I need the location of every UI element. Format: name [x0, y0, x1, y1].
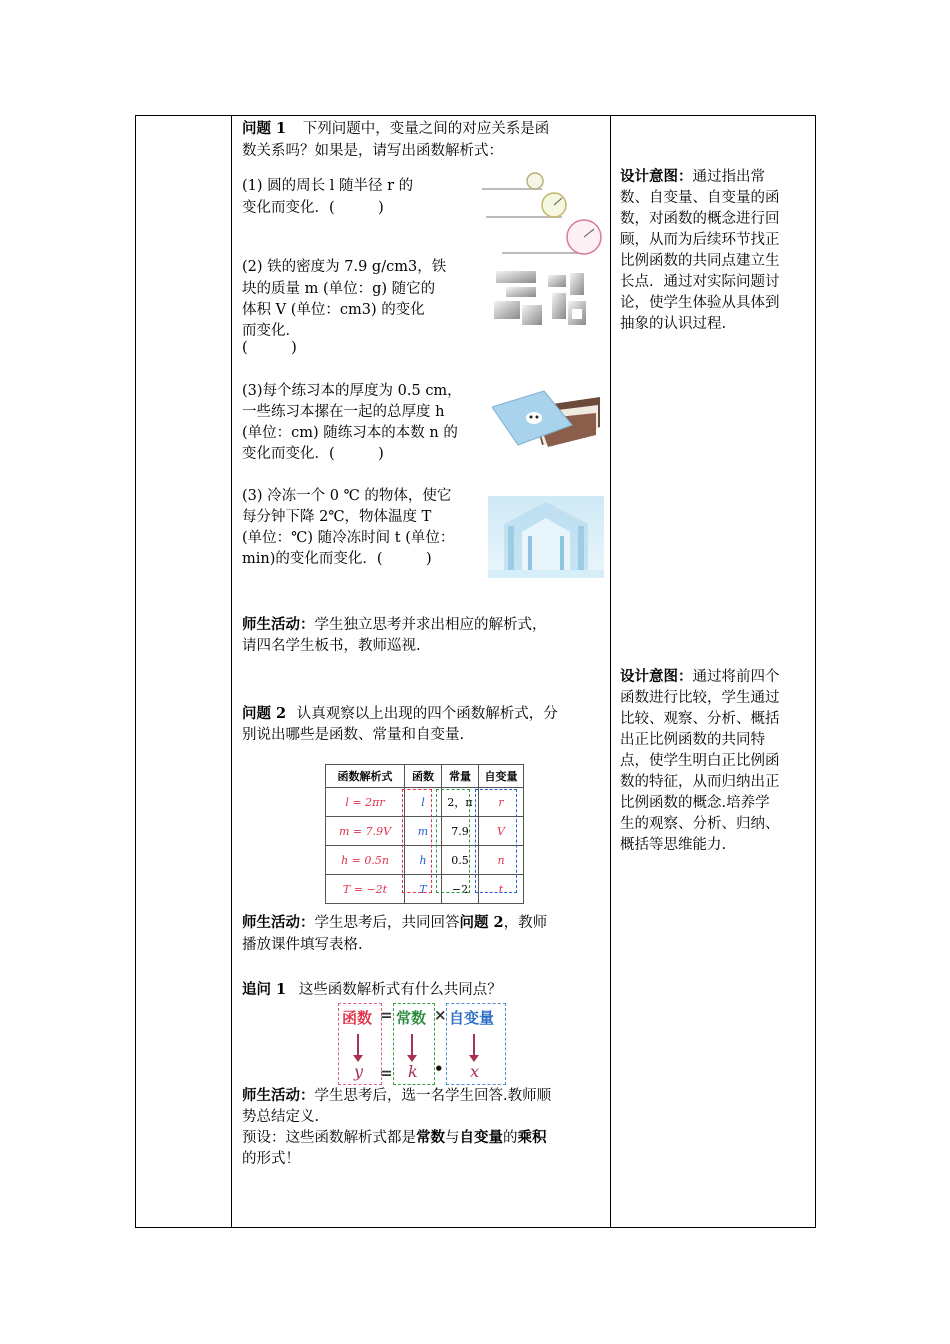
cell-constant: 0.5	[442, 846, 479, 875]
q2-text-1: 认真观察以上出现的四个函数解析式，分	[296, 706, 558, 722]
q2-text-2: 别说出哪些是函数、常量和自变量.	[242, 727, 465, 743]
arrow-down-icon	[411, 1034, 413, 1060]
intent-2-text-1: 函数进行比较，学生通过	[620, 690, 780, 706]
problem-2-line-1: (2) 铁的密度为 7.9 g/cm3，铁	[242, 259, 447, 275]
header-constant: 常量	[442, 765, 479, 788]
preset-line	[242, 1127, 547, 1149]
arrow-down-icon	[473, 1034, 475, 1060]
function-table-header	[326, 765, 524, 788]
cell-function: l	[405, 788, 442, 817]
intent-2-text-4: 点，使学生明白正比例函	[620, 753, 780, 769]
activity-3-text-1: 学生思考后，选一名学生回答.教师顺	[314, 1088, 552, 1104]
cell-expression: h = 0.5n	[326, 846, 405, 875]
activity-2-text-c: ，教师	[503, 915, 548, 931]
q1-text-2: 数关系吗？如果是，请写出函数解析式：	[242, 143, 503, 159]
q2-title: 问题 2	[242, 705, 287, 722]
intent-1-text-2: 数，对函数的概念进行回	[620, 211, 780, 227]
problem-3-line-2: 一些练习本摞在一起的总厚度 h	[242, 404, 445, 420]
activity-2-text-2: 播放课件填写表格.	[242, 937, 363, 953]
follow-up-text: 这些函数解析式有什么共同点？	[298, 982, 502, 998]
var-y: y	[354, 1062, 364, 1081]
problem-4-line-1: (3) 冷冻一个 0 ℃ 的物体，使它	[242, 488, 452, 504]
cell-variable: t	[479, 875, 524, 904]
intent-2-text-7: 生的观察、分析、归纳、	[620, 816, 780, 832]
equals-sign: =	[380, 1006, 393, 1024]
preset-of: 的	[503, 1130, 518, 1146]
q1-text-1: 下列问题中，变量之间的对应关系是函	[302, 121, 550, 137]
cell-function: T	[405, 875, 442, 904]
activity-1-text-2: 请四名学生板书，教师巡视.	[242, 638, 421, 654]
column-divider-2	[610, 115, 611, 1227]
times-sign: ×	[434, 1006, 447, 1024]
activity-3-text-2: 势总结定义.	[242, 1109, 320, 1125]
intent-2-text-3: 出正比例函数的共同特	[620, 732, 765, 748]
intent-1-line-1	[620, 166, 765, 188]
iron-blocks-image	[492, 265, 592, 327]
activity-1-line-1	[242, 614, 547, 636]
var-k: k	[408, 1062, 418, 1081]
preset-product: 乘积	[517, 1129, 547, 1146]
cell-variable: r	[479, 788, 524, 817]
problem-2-line-4: 而变化．	[242, 323, 300, 339]
cell-variable: V	[479, 817, 524, 846]
intent-1-label: 设计意图：	[620, 168, 693, 185]
cell-expression: m = 7.9V	[326, 817, 405, 846]
intent-2-line-1	[620, 666, 780, 688]
intent-1-text-0: 通过指出常	[692, 169, 765, 185]
ice-hall-image	[488, 496, 604, 578]
problem-4-line-3: (单位：℃) 随冷冻时间 t (单位：	[242, 530, 455, 546]
intent-1-text-5: 长点．通过对实际问题讨	[620, 274, 780, 290]
activity-3-line-1	[242, 1085, 551, 1107]
cell-expression: l = 2πr	[326, 788, 405, 817]
problem-1-line-1: (1) 圆的周长 l 随半径 r 的	[242, 178, 414, 194]
intent-2-label: 设计意图：	[620, 668, 693, 685]
variable-word: 自变量	[449, 1009, 495, 1027]
cell-function: m	[405, 817, 442, 846]
arrow-down-icon	[357, 1034, 359, 1060]
q2-heading	[242, 703, 558, 725]
activity-2-text-a: 学生思考后，共同回答	[314, 915, 460, 931]
header-expression: 函数解析式	[326, 765, 405, 788]
cell-function: h	[405, 846, 442, 875]
constant-word: 常数	[396, 1009, 427, 1027]
header-variable: 自变量	[479, 765, 524, 788]
cell-constant: 2，π	[442, 788, 479, 817]
preset-and: 与	[445, 1130, 460, 1146]
preset-variable: 自变量	[459, 1129, 503, 1146]
function-word: 函数	[342, 1009, 373, 1027]
preset-constant: 常数	[416, 1129, 445, 1146]
intent-1-text-7: 抽象的认识过程.	[620, 316, 727, 332]
activity-2-text-b: 问题 2	[459, 914, 504, 931]
intent-1-text-3: 顾，从而为后续环节找正	[620, 232, 780, 248]
intent-2-text-5: 数的特征，从而归纳出正	[620, 774, 780, 790]
rolling-circles-image	[482, 165, 608, 257]
intent-2-text-8: 概括等思维能力.	[620, 837, 727, 853]
activity-2-line-1	[242, 912, 547, 934]
problem-3-line-3: (单位：cm) 随练习本的本数 n 的	[242, 425, 458, 441]
q1-heading	[242, 118, 549, 140]
header-function: 函数	[405, 765, 442, 788]
problem-2-line-2: 块的质量 m (单位：g) 随它的	[242, 281, 436, 297]
intent-1-text-1: 数、自变量、自变量的函	[620, 190, 780, 206]
intent-1-text-4: 比例函数的共同点建立生	[620, 253, 780, 269]
cell-variable: n	[479, 846, 524, 875]
problem-4-line-2: 每分钟下降 2℃，物体温度 T	[242, 509, 432, 525]
activity-1-text-1: 学生独立思考并求出相应的解析式，	[314, 617, 547, 633]
problem-1-line-2: 变化而变化．( )	[242, 200, 384, 216]
variable-column-highlight	[475, 789, 517, 893]
cell-expression: T = −2t	[326, 875, 405, 904]
preset-text-a: 预设：这些函数解析式都是	[242, 1130, 416, 1146]
activity-2-label: 师生活动：	[242, 914, 315, 931]
intent-1-text-6: 论，使学生体验从具体到	[620, 295, 780, 311]
follow-up-line	[242, 979, 502, 1001]
problem-2-line-5: ( )	[242, 340, 297, 356]
follow-up-title: 追问 1	[242, 981, 287, 998]
activity-3-label: 师生活动：	[242, 1087, 315, 1104]
intent-2-text-6: 比例函数的概念.培养学	[620, 795, 770, 811]
problem-3-line-4: 变化而变化．( )	[242, 446, 384, 462]
notebooks-image	[492, 385, 602, 451]
function-column-highlight	[402, 789, 432, 893]
problem-2-line-3: 体积 V (单位：cm3) 的变化	[242, 302, 425, 318]
preset-text-end: 的形式！	[242, 1151, 300, 1167]
multiply-dot: •	[434, 1060, 444, 1078]
intent-2-text-0: 通过将前四个	[692, 669, 780, 685]
equals-sign-2: =	[380, 1064, 393, 1082]
problem-4-line-4: min)的变化而变化．( )	[242, 551, 432, 567]
var-x: x	[470, 1062, 480, 1081]
activity-1-label: 师生活动：	[242, 616, 315, 633]
cell-constant: −2	[442, 875, 479, 904]
intent-2-text-2: 比较、观察、分析、概括	[620, 711, 780, 727]
problem-3-line-1: (3)每个练习本的厚度为 0.5 cm，	[242, 383, 462, 399]
constant-column-highlight	[436, 789, 470, 893]
cell-constant: 7.9	[442, 817, 479, 846]
column-divider-1	[231, 115, 232, 1227]
q1-title: 问题 1	[242, 120, 287, 137]
